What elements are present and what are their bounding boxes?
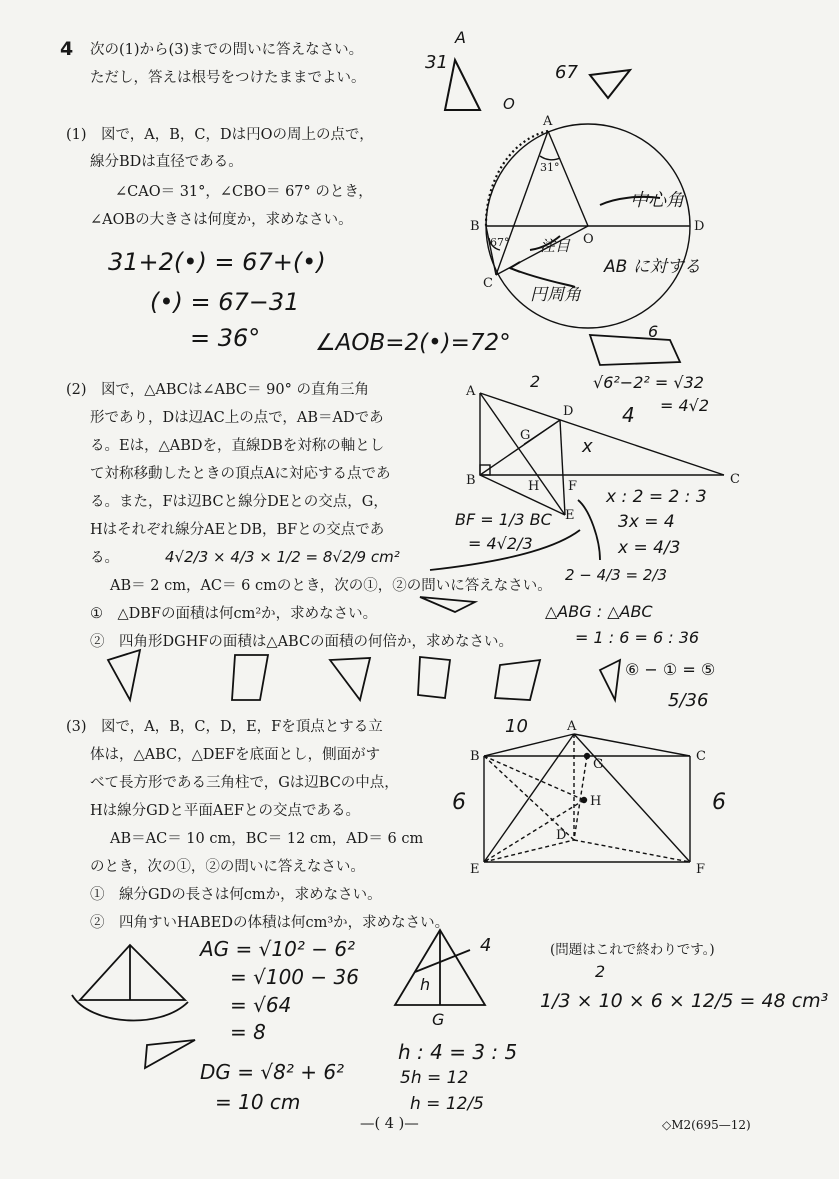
page-code: ◇M2(695—12): [662, 1118, 751, 1132]
fig1-label-O: O: [583, 232, 594, 247]
hw-q2-sqrt-2: = 4√2: [660, 396, 710, 415]
hw-q2-x: x: [582, 436, 593, 457]
fig2-label-H: H: [528, 479, 540, 494]
hw-q1-arc: AB に対する: [604, 257, 701, 277]
hw-q2-sub: 2 − 4/3 = 2/3: [565, 566, 668, 584]
fig3-label-E: E: [470, 862, 480, 877]
fig2-label-B: B: [466, 473, 476, 488]
q2-line-2: 形であり，Dは辺AC上の点で，AB＝ADであ: [90, 410, 384, 426]
hw-q2-ratio-3: x = 4/3: [618, 538, 681, 558]
hw-q3-ag-2: = √100 − 36: [230, 965, 359, 989]
figure-3-prism: [484, 734, 690, 862]
figure-1-circle: [486, 124, 690, 328]
fig2-label-F: F: [568, 479, 578, 494]
intro-line-1: 次の(1)から(3)までの問いに答えなさい。: [90, 42, 364, 58]
hw-q2-2: 2: [530, 372, 541, 391]
q3-line-3: べて長方形である三角柱で，Gは辺BCの中点，: [90, 775, 399, 791]
end-note: (問題はこれで終わりです。): [550, 942, 715, 958]
fig3-label-H: H: [590, 794, 602, 809]
fig1-label-B: B: [470, 219, 480, 234]
q2-line-8: AB＝ 2 cm，AC＝ 6 cmのとき，次の①，②の問いに答えなさい。: [110, 578, 552, 594]
hw-q2-ratio-ab: △ABG : △ABC: [545, 602, 653, 621]
fig2-label-C: C: [730, 472, 740, 487]
fig3-label-A: A: [567, 719, 577, 734]
hw-q3-ag-4: = 8: [230, 1020, 266, 1044]
q1-line-2: 線分BDは直径である。: [90, 154, 243, 170]
q2-line-1: (2) 図で，△ABCは∠ABC＝ 90° の直角三角: [66, 382, 369, 398]
fig3-label-B: B: [470, 749, 480, 764]
fig2-label-D: D: [563, 404, 574, 419]
hw-q3-dg-2: = 10 cm: [215, 1090, 301, 1114]
hw-q3-6-right: 6: [712, 790, 726, 815]
hw-q2-6: 6: [648, 322, 659, 341]
hw-q3-h-2: 5h = 12: [400, 1068, 469, 1088]
hw-q3-volume: 1/3 × 10 × 6 × 12/5 = 48 cm³: [540, 990, 829, 1012]
fig1-label-A: A: [543, 114, 553, 129]
fig1-label-D: D: [694, 219, 705, 234]
hw-q2-4: 4: [622, 403, 635, 427]
q1-line-4: ∠AOBの大きさは何度か，求めなさい。: [90, 212, 353, 228]
hw-q1-A: A: [455, 28, 466, 47]
hw-q2-bf-1: BF = 1/3 BC: [455, 510, 552, 529]
fig3-label-F: F: [696, 862, 706, 877]
hw-q2-ratio-1: x : 2 = 2 : 3: [606, 487, 707, 507]
fig2-label-A: A: [466, 384, 476, 399]
hw-q1-O: O: [503, 95, 515, 113]
fig2-label-G: G: [520, 428, 531, 443]
hw-q1-work-3: = 36°: [190, 324, 261, 352]
hw-q2-sqrt-1: √6²−2² = √32: [593, 373, 704, 392]
fig3-label-D: D: [556, 828, 567, 843]
q3-sub-1: ① 線分GDの長さは何cmか，求めなさい。: [90, 887, 382, 903]
q2-sub-1: ① △DBFの面積は何cm²か，求めなさい。: [90, 606, 378, 622]
q2-line-6: Hはそれぞれ線分AEとDB，BFとの交点であ: [90, 522, 385, 538]
hw-q2-ratio-ab-2: = 1 : 6 = 6 : 36: [575, 628, 700, 647]
hw-q3-dg-1: DG = √8² + 6²: [200, 1060, 345, 1084]
hw-q3-h-label: h: [420, 975, 431, 994]
q3-line-4: Hは線分GDと平面AEFとの交点である。: [90, 803, 360, 819]
hw-q3-G: G: [432, 1010, 445, 1029]
hw-q3-small-2: 2: [595, 962, 606, 981]
q2-line-7: る。: [90, 550, 119, 566]
hw-q1-work-1: 31+2(•) = 67+(•): [108, 248, 326, 276]
hw-q1-center: 中心角: [630, 190, 684, 211]
fig1-label-C: C: [483, 276, 493, 291]
hw-q2-answer: 5/36: [668, 690, 709, 711]
q3-line-5: AB＝AC＝ 10 cm，BC＝ 12 cm，AD＝ 6 cm: [110, 831, 424, 847]
fig2-label-E: E: [565, 508, 575, 523]
q3-line-6: のとき，次の①，②の問いに答えなさい。: [90, 859, 365, 875]
q2-line-5: る。また，Fは辺BCと線分DEとの交点，G，: [90, 494, 388, 510]
hw-q3-h-1: h : 4 = 3 : 5: [398, 1040, 518, 1064]
q2-line-4: て対称移動したときの頂点Aに対応する点であ: [90, 466, 391, 482]
hw-q3-ag-1: AG = √10² − 6²: [200, 937, 356, 961]
fig3-label-G: G: [593, 757, 604, 772]
hw-q3-6-left: 6: [452, 790, 466, 815]
hw-q3-ag-3: = √64: [230, 993, 292, 1017]
q1-line-3: ∠CAO＝ 31°，∠CBO＝ 67° のとき，: [115, 184, 373, 200]
hw-q1-focus: 注目: [540, 237, 571, 255]
hw-q1-answer: ∠AOB=2(•)=72°: [315, 330, 511, 356]
hw-q1-67: 67: [555, 62, 578, 83]
fig1-angle-31: 31°: [540, 161, 560, 174]
hw-q2-bf-2: = 4√2/3: [468, 534, 533, 553]
q2-line-3: る。Eは，△ABDを，直線DBを対称の軸とし: [90, 438, 385, 454]
q3-sub-2: ② 四角すいHABEDの体積は何cm³か，求めなさい。: [90, 915, 450, 931]
q1-line-1: (1) 図で，A，B，C，Dは円Oの周上の点で，: [66, 127, 374, 143]
q2-sub-2: ② 四角形DGHFの面積は△ABCの面積の何倍か，求めなさい。: [90, 634, 514, 650]
hw-q1-inscribed: 円周角: [530, 285, 581, 305]
intro-line-2: ただし，答えは根号をつけたままでよい。: [90, 70, 366, 86]
hw-q2-area: 4√2/3 × 4/3 × 1/2 = 8√2/9 cm²: [165, 548, 400, 566]
page-number: —( 4 )—: [360, 1116, 419, 1132]
problem-number: 4: [60, 38, 74, 60]
fig3-label-C: C: [696, 749, 706, 764]
hw-q2-ratio-2: 3x = 4: [618, 512, 675, 532]
hw-q3-4: 4: [480, 935, 492, 956]
hw-q3-h-3: h = 12/5: [410, 1094, 485, 1114]
q3-line-1: (3) 図で，A，B，C，D，E，Fを頂点とする立: [66, 719, 383, 735]
hw-q3-10: 10: [505, 716, 528, 737]
fig1-angle-67: 67°: [490, 236, 510, 249]
hw-q2-count: ⑥ − ① = ⑤: [625, 660, 716, 679]
hw-q1-31: 31: [425, 52, 448, 73]
hw-q1-work-2: (•) = 67−31: [150, 288, 300, 316]
q3-line-2: 体は，△ABC，△DEFを底面とし，側面がす: [90, 747, 381, 763]
